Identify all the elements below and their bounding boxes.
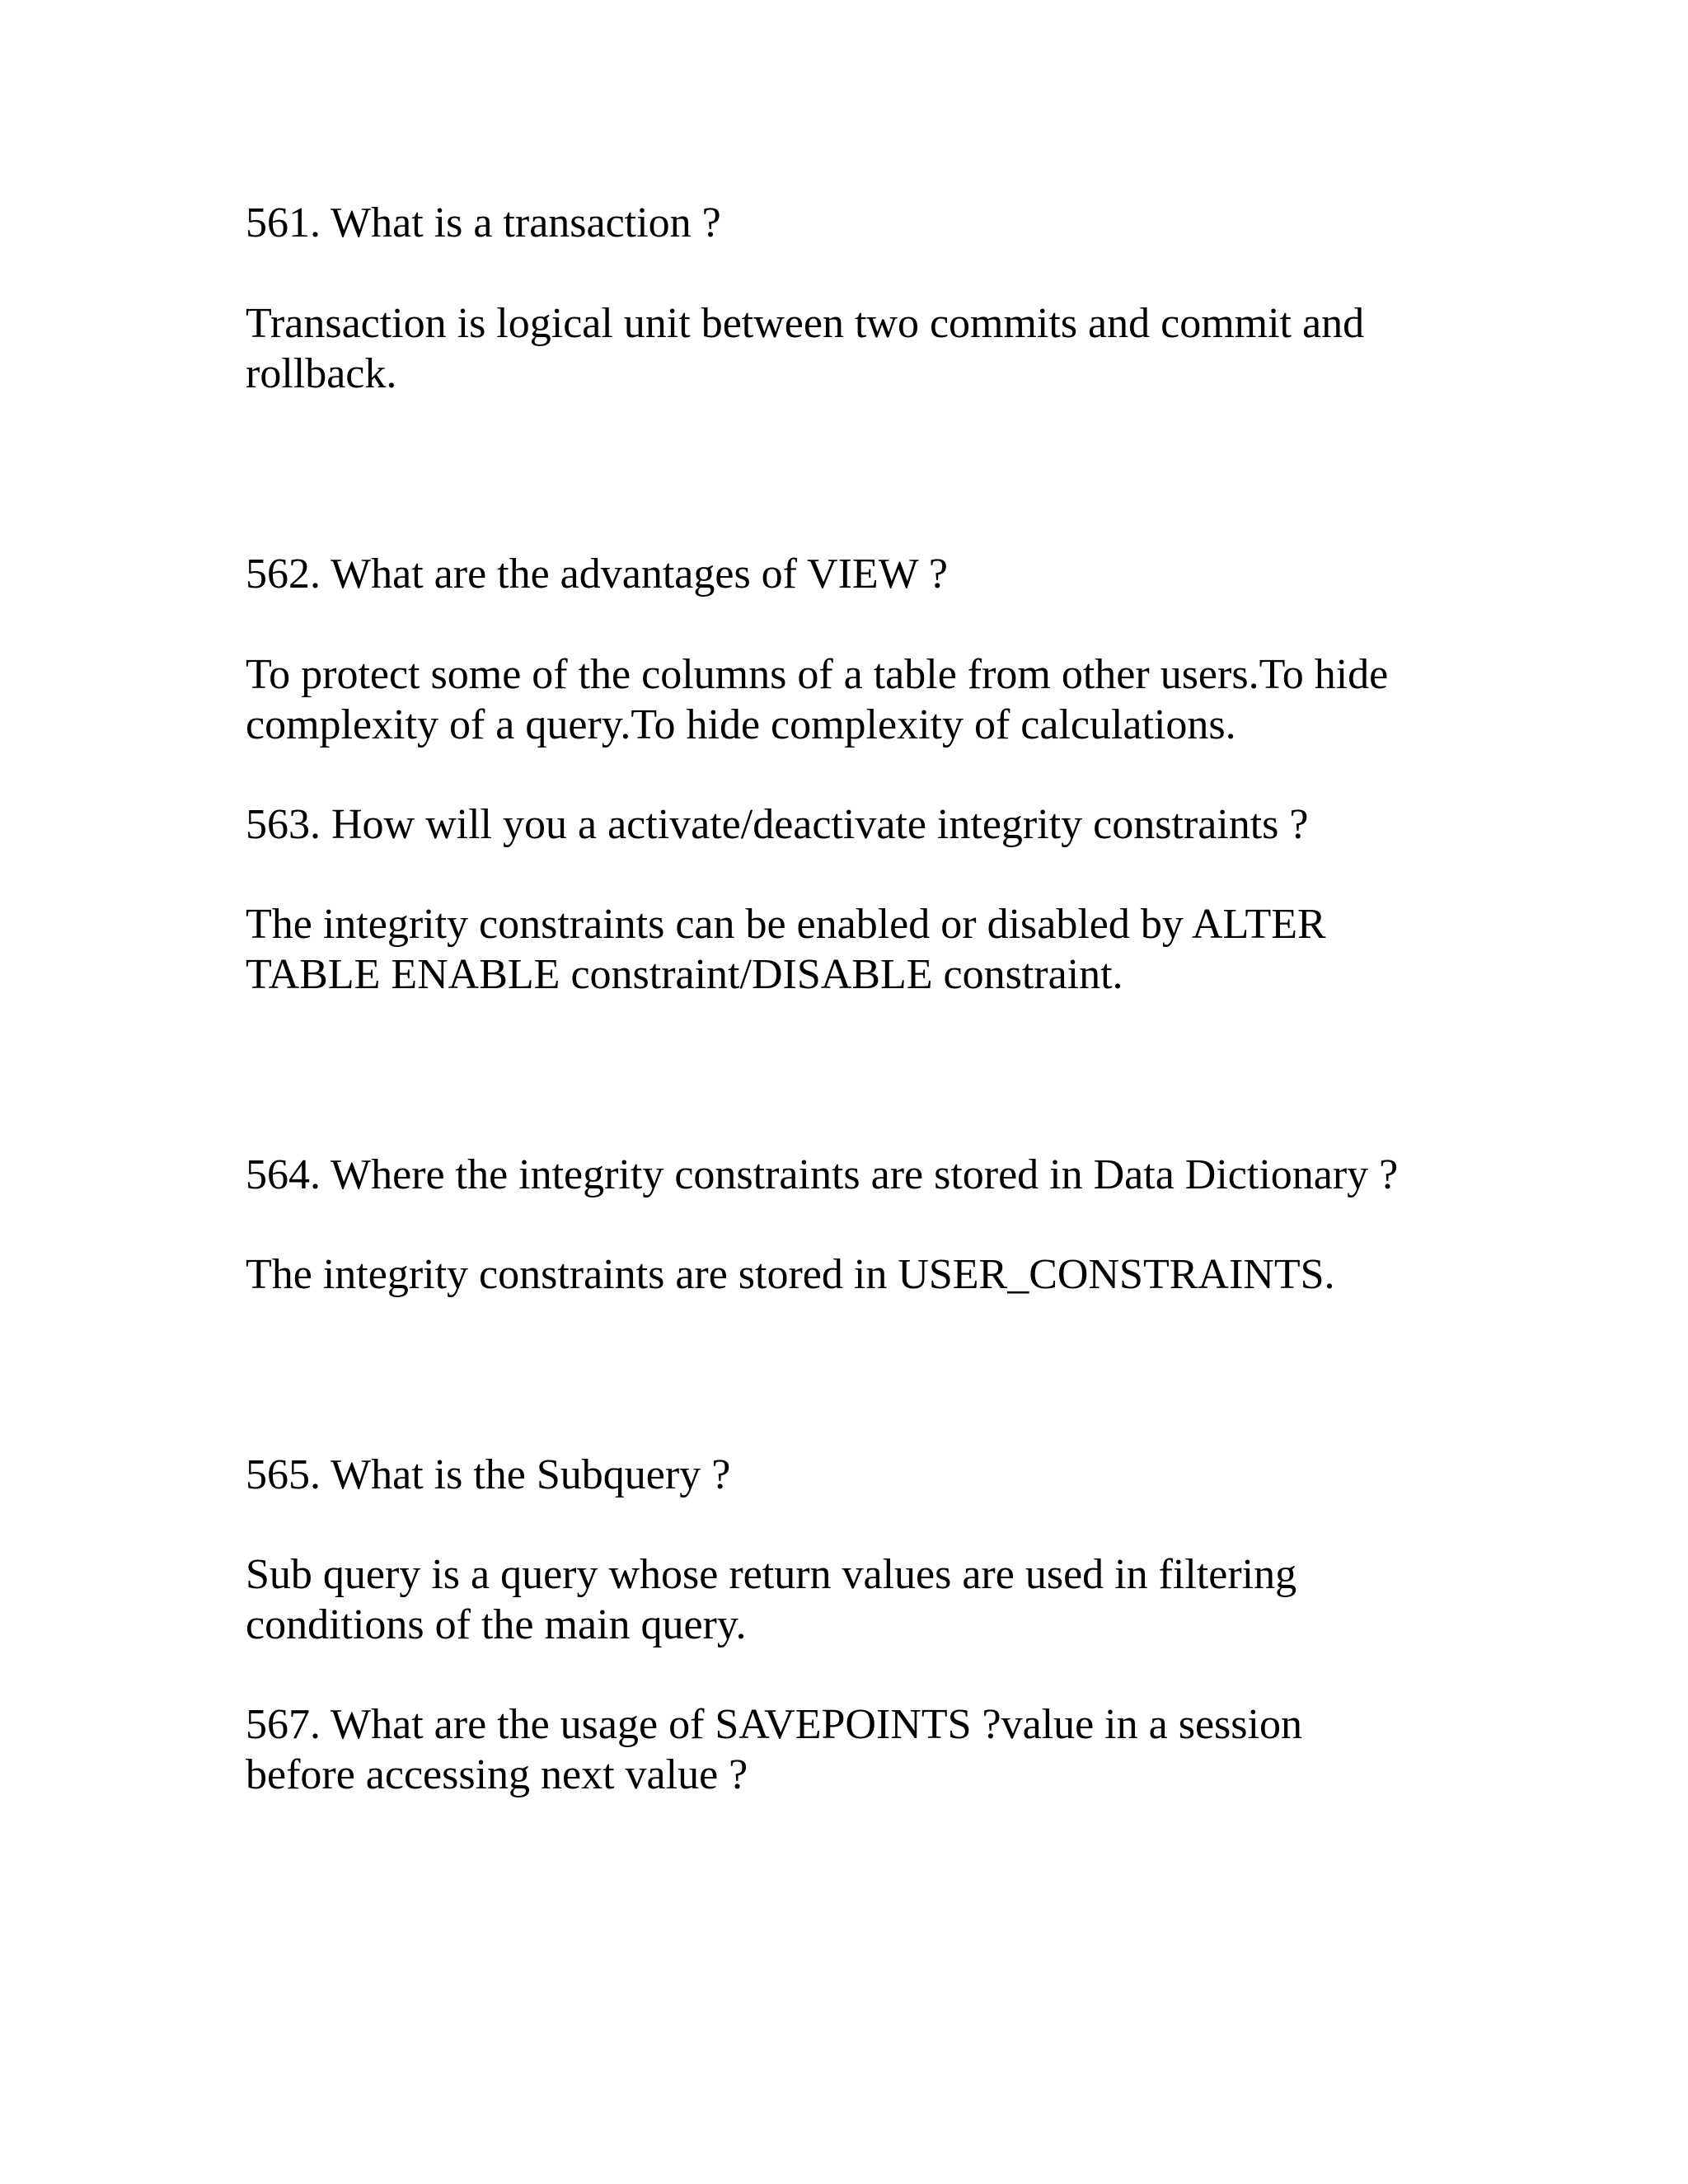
answer-562-line-2: complexity of a query.To hide complexity of calculations. — [246, 701, 1236, 748]
answer-565-line-2: conditions of the main query. — [246, 1601, 747, 1648]
question-567-line-1: 567. What are the usage of SAVEPOINTS ?value in a session — [246, 1701, 1302, 1748]
question-563: 563. How will you a activate/deactivate integrity constraints ? — [246, 801, 1309, 848]
answer-564-line-1: The integrity constraints are stored in USER_CONSTRAINTS. — [246, 1251, 1335, 1298]
answer-565-line-1: Sub query is a query whose return values are used in filtering — [246, 1551, 1297, 1598]
answer-562-line-1: To protect some of the columns of a table from other users.To hide — [246, 651, 1389, 698]
question-562: 562. What are the advantages of VIEW ? — [246, 551, 948, 598]
answer-561-line-1: Transaction is logical unit between two commits and commit and — [246, 300, 1365, 347]
question-561: 561. What is a transaction ? — [246, 199, 721, 246]
answer-561-line-2: rollback. — [246, 350, 397, 397]
question-564: 564. Where the integrity constraints are stored in Data Dictionary ? — [246, 1151, 1399, 1198]
question-565: 565. What is the Subquery ? — [246, 1451, 731, 1498]
answer-563-line-2: TABLE ENABLE constraint/DISABLE constraint. — [246, 951, 1123, 998]
answer-563-line-1: The integrity constraints can be enabled or disabled by ALTER — [246, 901, 1326, 948]
question-567-line-2: before accessing next value ? — [246, 1751, 748, 1798]
